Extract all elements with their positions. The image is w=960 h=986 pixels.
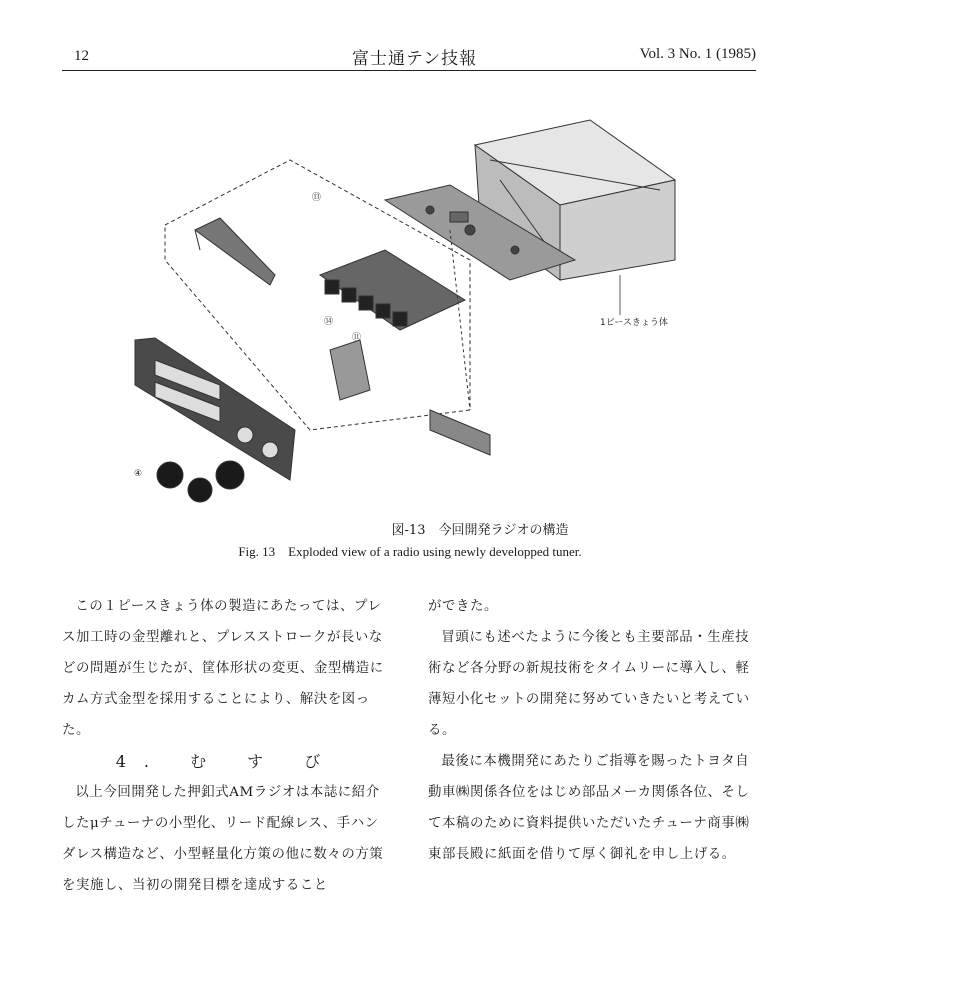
callout-14: ⑭ [324, 317, 334, 327]
part-label-1piece: 1ピースきょう体 [600, 318, 668, 328]
right-column [428, 591, 758, 870]
bottom-rail [430, 410, 490, 455]
figure-caption-ja: 図-13 今回開発ラジオの構造 [391, 523, 569, 538]
callout-11: ⑪ [352, 333, 362, 343]
callout-13: ⑬ [312, 193, 322, 203]
page-header [62, 44, 756, 71]
volume-info: Vol. 3 No. 1 (1985) [639, 46, 756, 62]
right-paragraph-1: ができた。 [428, 599, 498, 614]
page-number: 12 [74, 48, 89, 64]
exploded-view-drawing [120, 100, 740, 515]
bracket-left [195, 218, 275, 285]
push-button-unit [320, 250, 465, 330]
front-panel [135, 338, 295, 480]
right-paragraph-3: 最後に本機開発にあたりご指導を賜ったトヨタ自動車㈱関係各位をはじめ部品メーカ関係各位、そして本稿のために資料提供いただいたチューナ商事㈱東部長殿に紙面を借りて厚く御礼を申し上げる。 [428, 754, 750, 862]
exploded-view-figure [120, 100, 740, 515]
left-paragraph-2: 以上今回開発した押釦式AMラジオは本誌に紹介したμチューナの小型化、リード配線レス、手ハンダレス構造など、小型軽量化方策の他に数々の方策を実施し、当初の開発目標を達成すること [62, 785, 384, 893]
left-paragraph-1: この１ピースきょう体の製造にあたっては、プレス加工時の金型離れと、プレスストロークが長いなどの問題が生じたが、筐体形状の変更、金型構造にカム方式金型を採用することにより、解決を図った。 [62, 599, 384, 738]
left-column [62, 591, 392, 901]
side-bracket [330, 340, 370, 400]
journal-title: 富士通テン技報 [352, 49, 478, 69]
figure-caption-en: Fig. 13 Exploded view of a radio using newly developped tuner. [238, 544, 582, 559]
knobs [157, 461, 244, 502]
callout-4: ④ [134, 469, 143, 479]
section-title: 4. む す び [115, 752, 339, 771]
right-paragraph-2: 冒頭にも述べたように今後とも主要部品・生産技術など各分野の新規技術をタイムリーに導入し、軽薄短小化セットの開発に努めていきたいと考えている。 [428, 630, 750, 738]
